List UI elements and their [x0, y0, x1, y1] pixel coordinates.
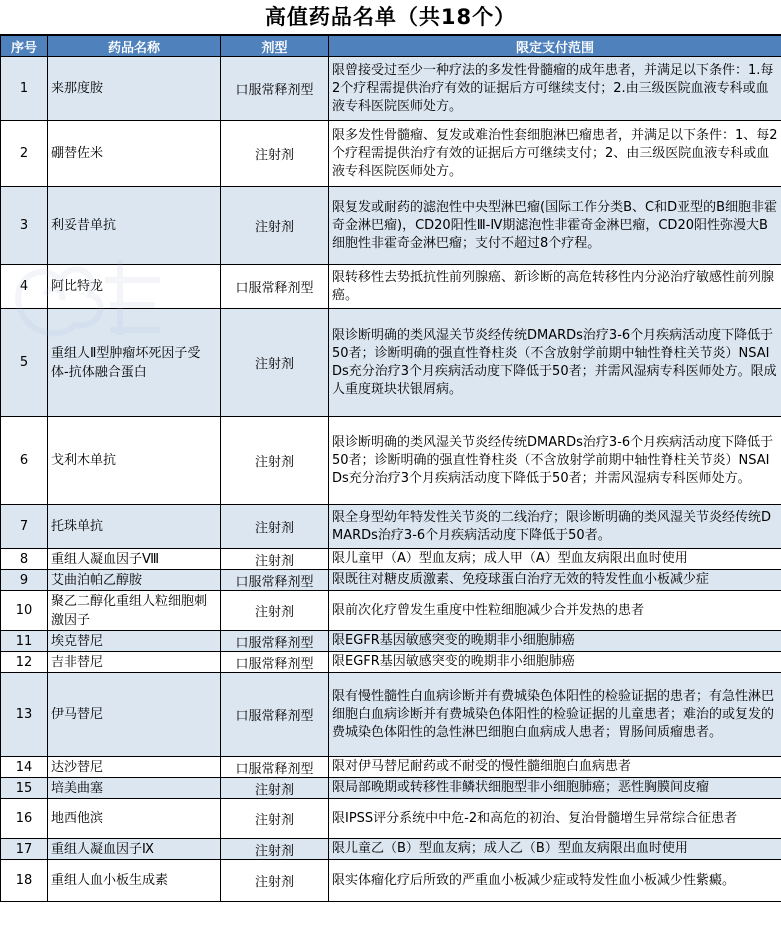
row-index: 1: [1, 57, 48, 121]
table-row: [1, 799, 781, 839]
row-drug-name: 重组人血小板生成素: [48, 860, 221, 902]
row-dosage-form: 口服常释剂型: [221, 265, 329, 309]
table-row: [1, 417, 781, 505]
row-payment-scope: 限IPSS评分系统中中危-2和高危的初治、复治骨髓增生异常综合征患者: [329, 799, 781, 839]
row-index: 2: [1, 121, 48, 187]
table-row: [1, 860, 781, 902]
row-index: 7: [1, 505, 48, 549]
row-dosage-form: 口服常释剂型: [221, 673, 329, 757]
column-header-payment-scope: 限定支付范围: [329, 36, 781, 57]
row-drug-name: 埃克替尼: [48, 631, 221, 652]
row-dosage-form: 注射剂: [221, 505, 329, 549]
row-payment-scope: 限EGFR基因敏感突变的晚期非小细胞肺癌: [329, 652, 781, 673]
row-payment-scope: 限曾接受过至少一种疗法的多发性骨髓瘤的成年患者，并满足以下条件：1.每2个疗程需提供治疗有效的证据后方可继续支付；2.由三级医院血液专科或血液专科医院医师处方。: [329, 57, 781, 121]
table-row: [1, 757, 781, 778]
row-payment-scope: 限多发性骨髓瘤、复发或难治性套细胞淋巴瘤患者，并满足以下条件：1、每2个疗程需提供治疗有效的证据后方可继续支付；2、由三级医院血液专科或血液专科医院医师处方。: [329, 121, 781, 187]
row-index: 6: [1, 417, 48, 505]
table-row: [1, 652, 781, 673]
row-dosage-form: 口服常释剂型: [221, 757, 329, 778]
row-dosage-form: 注射剂: [221, 309, 329, 417]
row-drug-name: 阿比特龙: [48, 265, 221, 309]
row-index: 13: [1, 673, 48, 757]
row-drug-name: 重组人凝血因子Ⅷ: [48, 549, 221, 570]
row-drug-name: 戈利木单抗: [48, 417, 221, 505]
table-row: [1, 505, 781, 549]
row-payment-scope: 限诊断明确的类风湿关节炎经传统DMARDs治疗3-6个月疾病活动度下降低于50者；诊断明确的强直性脊柱炎（不含放射学前期中轴性脊柱关节炎）NSAIDs充分治疗3个月疾病活动度下降低于50者；并需风湿病专科医师处方。: [329, 417, 781, 505]
row-dosage-form: 注射剂: [221, 799, 329, 839]
row-dosage-form: 注射剂: [221, 591, 329, 631]
row-payment-scope: 限转移性去势抵抗性前列腺癌、新诊断的高危转移性内分泌治疗敏感性前列腺癌。: [329, 265, 781, 309]
row-drug-name: 重组人凝血因子Ⅸ: [48, 839, 221, 860]
row-index: 12: [1, 652, 48, 673]
row-payment-scope: 限儿童甲（A）型血友病；成人甲（A）型血友病限出血时使用: [329, 549, 781, 570]
row-payment-scope: 限有慢性髓性白血病诊断并有费城染色体阳性的检验证据的患者；有急性淋巴细胞白血病诊断并有费城染色体阳性的检验证据的儿童患者；难治的或复发的费城染色体阳性的急性淋巴细胞白血病成人患者；胃肠间质瘤患者。: [329, 673, 781, 757]
row-dosage-form: 口服常释剂型: [221, 652, 329, 673]
row-payment-scope: 限复发或耐药的滤泡性中央型淋巴瘤(国际工作分类B、C和D亚型的B细胞非霍奇金淋巴瘤)，CD20阳性Ⅲ-Ⅳ期滤泡性非霍奇金淋巴瘤，CD20阳性弥漫大B细胞性非霍奇金淋巴瘤；支付不超过8个疗程。: [329, 187, 781, 265]
drug-table: [0, 35, 781, 902]
row-dosage-form: 口服常释剂型: [221, 631, 329, 652]
row-drug-name: 吉非替尼: [48, 652, 221, 673]
table-row: [1, 778, 781, 799]
row-drug-name: 来那度胺: [48, 57, 221, 121]
table-row: [1, 187, 781, 265]
row-payment-scope: 限实体瘤化疗后所致的严重血小板减少症或特发性血小板减少性紫癜。: [329, 860, 781, 902]
column-header-drug-name: 药品名称: [48, 36, 221, 57]
row-dosage-form: 注射剂: [221, 121, 329, 187]
row-payment-scope: 限局部晚期或转移性非鳞状细胞型非小细胞肺癌；恶性胸膜间皮瘤: [329, 778, 781, 799]
table-row: [1, 839, 781, 860]
row-index: 5: [1, 309, 48, 417]
row-payment-scope: 限既往对糖皮质激素、免疫球蛋白治疗无效的特发性血小板减少症: [329, 570, 781, 591]
column-header-dosage-form: 剂型: [221, 36, 329, 57]
page-title: 高值药品名单（共18个）: [0, 0, 781, 35]
row-dosage-form: 注射剂: [221, 778, 329, 799]
table-row: [1, 265, 781, 309]
table-row: [1, 121, 781, 187]
row-dosage-form: 注射剂: [221, 417, 329, 505]
table-row: [1, 591, 781, 631]
row-drug-name: 硼替佐米: [48, 121, 221, 187]
row-payment-scope: 限前次化疗曾发生重度中性粒细胞减少合并发热的患者: [329, 591, 781, 631]
row-index: 11: [1, 631, 48, 652]
row-dosage-form: 注射剂: [221, 860, 329, 902]
row-dosage-form: 口服常释剂型: [221, 570, 329, 591]
row-dosage-form: 注射剂: [221, 549, 329, 570]
row-drug-name: 伊马替尼: [48, 673, 221, 757]
table-row: [1, 673, 781, 757]
row-index: 3: [1, 187, 48, 265]
row-drug-name: 托珠单抗: [48, 505, 221, 549]
row-index: 8: [1, 549, 48, 570]
row-dosage-form: 口服常释剂型: [221, 57, 329, 121]
table-row: [1, 631, 781, 652]
row-payment-scope: 限全身型幼年特发性关节炎的二线治疗；限诊断明确的类风湿关节炎经传统DMARDs治疗3-6个月疾病活动度下降低于50者。: [329, 505, 781, 549]
row-payment-scope: 限对伊马替尼耐药或不耐受的慢性髓细胞白血病患者: [329, 757, 781, 778]
row-drug-name: 培美曲塞: [48, 778, 221, 799]
table-row: [1, 549, 781, 570]
row-payment-scope: 限诊断明确的类风湿关节炎经传统DMARDs治疗3-6个月疾病活动度下降低于50者；诊断明确的强直性脊柱炎（不含放射学前期中轴性脊柱关节炎）NSAIDs充分治疗3个月疾病活动度下降低于50者；并需风湿病专科医师处方。限成人重度斑块状银屑病。: [329, 309, 781, 417]
row-drug-name: 达沙替尼: [48, 757, 221, 778]
row-index: 18: [1, 860, 48, 902]
column-header-index: 序号: [1, 36, 48, 57]
table-header-row: [1, 36, 781, 57]
row-drug-name: 地西他滨: [48, 799, 221, 839]
row-drug-name: 艾曲泊帕乙醇胺: [48, 570, 221, 591]
row-drug-name: 重组人Ⅱ型肿瘤坏死因子受体-抗体融合蛋白: [48, 309, 221, 417]
row-payment-scope: 限EGFR基因敏感突变的晚期非小细胞肺癌: [329, 631, 781, 652]
table-row: [1, 309, 781, 417]
row-payment-scope: 限儿童乙（B）型血友病；成人乙（B）型血友病限出血时使用: [329, 839, 781, 860]
row-dosage-form: 注射剂: [221, 187, 329, 265]
row-drug-name: 聚乙二醇化重组人粒细胞刺激因子: [48, 591, 221, 631]
row-drug-name: 利妥昔单抗: [48, 187, 221, 265]
row-index: 9: [1, 570, 48, 591]
row-index: 15: [1, 778, 48, 799]
row-index: 14: [1, 757, 48, 778]
row-index: 17: [1, 839, 48, 860]
row-index: 10: [1, 591, 48, 631]
row-dosage-form: 注射剂: [221, 839, 329, 860]
table-row: [1, 570, 781, 591]
row-index: 16: [1, 799, 48, 839]
row-index: 4: [1, 265, 48, 309]
table-row: [1, 57, 781, 121]
